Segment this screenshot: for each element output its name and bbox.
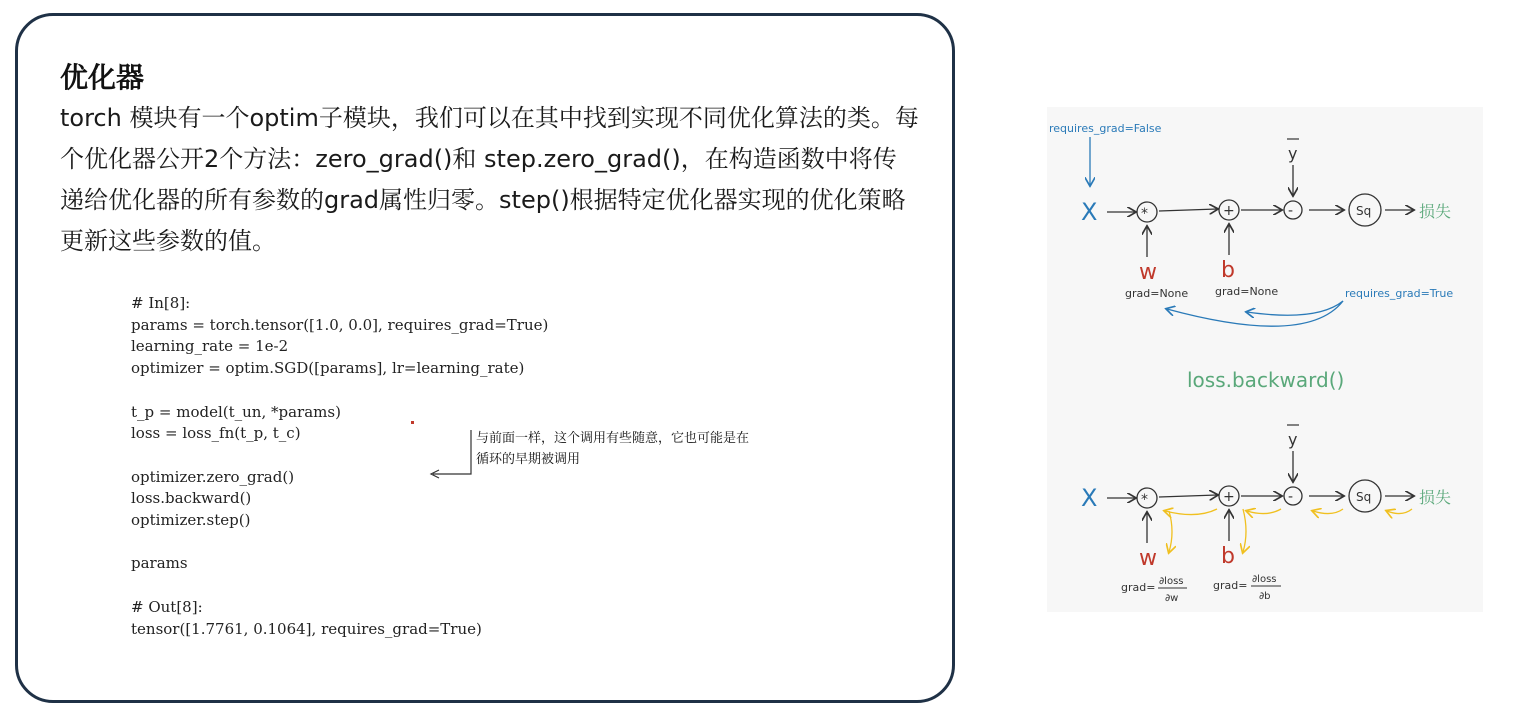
code-annotation (476, 428, 836, 470)
code-line: optimizer.step() (131, 511, 251, 530)
sub-node-bottom: - (1288, 489, 1294, 505)
loss-label-bottom: 损失 (1419, 488, 1452, 507)
code-line: # Out[8]: (131, 597, 203, 616)
loss-label: 损失 (1419, 202, 1452, 221)
loss-backward-label: loss.backward() (1187, 368, 1345, 392)
b-grad-label: grad=None (1215, 285, 1279, 298)
code-line: tensor([1.7761, 0.1064], requires_grad=True) (131, 619, 482, 638)
code-line: optimizer = optim.SGD([params], lr=learning_rate) (131, 359, 525, 378)
w-grad-label: grad=None (1125, 287, 1189, 300)
b-grad-numerator: ∂loss (1252, 574, 1277, 585)
b-param-bottom: b (1221, 544, 1235, 569)
code-line: t_p = model(t_un, *params) (131, 402, 341, 421)
code-line: params = torch.tensor([1.0, 0.0], requires_grad=True) (131, 315, 549, 334)
annotation-arrow-icon (425, 428, 475, 480)
sq-node: Sq (1356, 204, 1372, 218)
annotation-line: 与前面一样，这个调用有些随意，它也可能是在 (476, 431, 750, 446)
code-line: params (131, 554, 188, 573)
slide-title: 优化器 (60, 61, 145, 94)
code-line: loss = loss_fn(t_p, t_c) (131, 424, 301, 443)
slide-body-text: torch 模块有一个optim子模块，我们可以在其中找到实现不同优化算法的类。每个优化器公开2个方法：zero_grad()和 step.zero_grad()，在构造函数中将传递给优化器的所有参数的grad属性归零。step()根据特定优化器实现的优化策略更新这些参数的值。 (60, 104, 919, 255)
mul-node-bottom: * (1141, 492, 1148, 508)
b-grad-denominator: ∂b (1259, 591, 1271, 602)
sub-node: - (1288, 203, 1294, 219)
code-line: loss.backward() (131, 489, 252, 508)
code-line: optimizer.zero_grad() (131, 467, 295, 486)
w-param-bottom: w (1139, 546, 1157, 571)
x-node: X (1081, 198, 1098, 226)
requires-grad-true-label: requires_grad=True (1345, 287, 1454, 300)
diagram-svg (1047, 107, 1483, 612)
annotation-line: 循环的早期被调用 (476, 452, 581, 467)
y-bar-label: y (1288, 144, 1298, 163)
w-grad-prefix: grad= (1121, 581, 1156, 594)
mul-node: * (1141, 206, 1148, 222)
x-node-bottom: X (1081, 484, 1098, 512)
add-node: + (1223, 203, 1235, 219)
code-line: # In[8]: (131, 294, 191, 312)
backprop-diagram (1047, 107, 1483, 612)
requires-grad-false-label: requires_grad=False (1049, 122, 1162, 135)
y-bar-label-bottom: y (1288, 430, 1298, 449)
add-node-bottom: + (1223, 489, 1235, 505)
b-param: b (1221, 258, 1235, 283)
w-param: w (1139, 260, 1157, 285)
w-grad-denominator: ∂w (1165, 593, 1179, 604)
b-grad-prefix: grad= (1213, 579, 1248, 592)
code-line: learning_rate = 1e-2 (131, 337, 289, 356)
red-dot-marker (411, 421, 414, 424)
w-grad-numerator: ∂loss (1159, 576, 1184, 587)
sq-node-bottom: Sq (1356, 490, 1372, 504)
